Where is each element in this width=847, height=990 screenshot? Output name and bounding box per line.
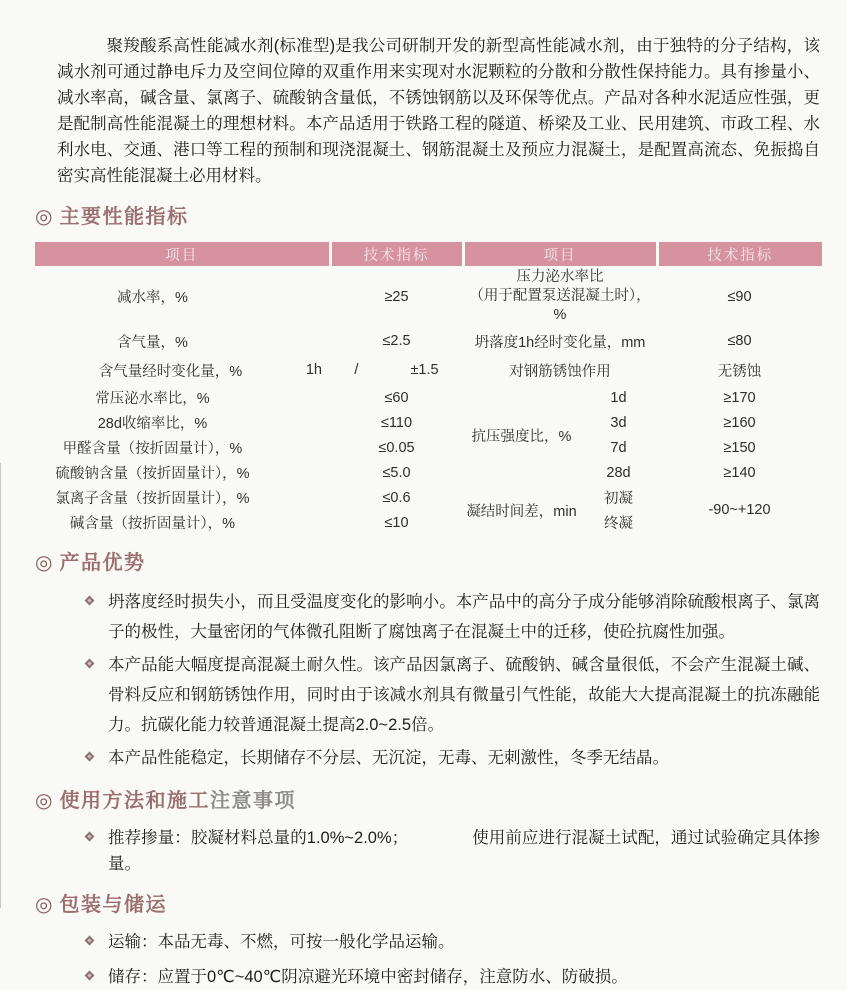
row-label-water-reduction: 减水率，% bbox=[117, 290, 188, 306]
scan-edge-line bbox=[0, 463, 1, 908]
performance-table bbox=[35, 242, 822, 535]
section-marker-icon: ◎ bbox=[35, 552, 53, 574]
row-value-air-content: ≤2.5 bbox=[382, 333, 411, 349]
transport-text: 运输：本品无毒、不燃，可按一般化学品运输。 bbox=[108, 933, 455, 951]
section-heading-usage bbox=[35, 788, 847, 815]
strength-age-1d: 1d bbox=[610, 389, 627, 406]
table-row bbox=[35, 460, 822, 485]
list-item bbox=[86, 743, 820, 773]
diamond-bullet-icon bbox=[85, 971, 95, 981]
storage-text: 储存：应置于0℃~40℃阴凉避光环境中密封储存，注意防水、防破损。 bbox=[108, 968, 628, 986]
strength-age-3d: 3d bbox=[610, 414, 627, 431]
usage-dosage: 推荐掺量：胶凝材料总量的1.0%~2.0%； bbox=[108, 829, 409, 847]
table-row bbox=[35, 266, 822, 327]
packaging-list bbox=[86, 929, 820, 990]
diamond-bullet-icon bbox=[85, 832, 95, 842]
row-value-alkali: ≤10 bbox=[384, 514, 409, 531]
air-change-slash: / bbox=[354, 362, 359, 378]
section-title-performance: 主要性能指标 bbox=[59, 206, 189, 228]
table-row bbox=[35, 485, 822, 510]
section-marker-icon: ◎ bbox=[35, 790, 53, 812]
table-row bbox=[35, 327, 822, 355]
setting-final: 终凝 bbox=[604, 516, 633, 532]
row-label-shrinkage: 28d收缩率比，% bbox=[97, 416, 208, 432]
row-label-rebar-corrosion: 对钢筋锈蚀作用 bbox=[509, 363, 611, 380]
col-header-item-left: 项目 bbox=[35, 242, 330, 266]
row-label-formaldehyde: 甲醛含量（按折固量计），% bbox=[62, 441, 243, 457]
row-value-air-change bbox=[330, 355, 463, 385]
col-header-item-right: 项目 bbox=[463, 242, 657, 266]
table-row bbox=[35, 410, 822, 435]
advantage-text-2: 本产品能大幅度提高混凝土耐久性。该产品因氯离子、硫酸钠、碱含量很低，不会产生混凝土碱、骨料反应和钢筋锈蚀作用，同时由于该减水剂具有微量引气性能，故能大大提高混凝土的抗冻融能力。抗碳化能力较普通混凝土提高2.0~2.5倍。 bbox=[108, 656, 820, 734]
table-row bbox=[35, 435, 822, 460]
section-marker-icon: ◎ bbox=[35, 894, 53, 916]
row-value-water-reduction: ≥25 bbox=[384, 288, 409, 305]
list-item bbox=[86, 825, 820, 877]
section-heading-performance bbox=[35, 204, 847, 231]
strength-value-3d: ≥160 bbox=[723, 414, 756, 431]
usage-text bbox=[108, 825, 820, 877]
row-label-air-content: 含气量，% bbox=[117, 334, 188, 351]
col-header-spec-left: 技术指标 bbox=[330, 242, 463, 266]
setting-initial: 初凝 bbox=[604, 491, 633, 507]
row-value-slump-change: ≤80 bbox=[727, 333, 752, 349]
group-label-setting-time: 凝结时间差，min bbox=[466, 503, 577, 520]
setting-value: -90~+120 bbox=[708, 502, 771, 518]
list-item bbox=[86, 587, 820, 647]
row-value-pressure-bleeding: ≤90 bbox=[727, 288, 752, 305]
row-value-formaldehyde: ≤0.05 bbox=[378, 439, 415, 456]
row-label-pressure-bleeding bbox=[463, 266, 657, 327]
table-header-row bbox=[35, 242, 822, 266]
row-label-chloride: 氯离子含量（按折固量计），% bbox=[55, 491, 250, 507]
air-change-value: ±1.5 bbox=[410, 362, 439, 378]
diamond-bullet-icon bbox=[85, 596, 95, 606]
row-label-sodium-sulfate: 硫酸钠含量（按折固量计），% bbox=[55, 466, 250, 482]
section-marker-icon: ◎ bbox=[35, 206, 53, 228]
section-title-packaging: 包装与储运 bbox=[59, 894, 167, 916]
row-value-chloride: ≤0.6 bbox=[382, 489, 411, 506]
table-row bbox=[35, 355, 822, 385]
section-heading-advantages bbox=[35, 550, 847, 577]
intro-paragraph: 聚羧酸系高性能减水剂(标准型)是我公司研制开发的新型高性能减水剂，由于独特的分子结构，该减水剂可通过静电斥力及空间位障的双重作用来实现对水泥颗粒的分散和分散性保持能力。具有掺量小、减水率高，碱含量、氯离子、硫酸钠含量低，不锈蚀钢筋以及环保等优点。产品对各种水泥适应性强，更是配制高性能混凝土的理想材料。本产品适用于铁路工程的隧道、桥梁及工业、民用建筑、市政工程、水利水电、交通、港口等工程的预制和现浇混凝土、钢筋混凝土及预应力混凝土，是配置高流态、免振捣自密实高性能混凝土必用材料。 bbox=[57, 37, 820, 185]
row-label-air-change bbox=[35, 355, 330, 385]
row-value-sodium-sulfate: ≤5.0 bbox=[382, 464, 411, 481]
strength-value-1d: ≥170 bbox=[723, 389, 756, 406]
section-title-usage-tail: 注意事项 bbox=[209, 790, 296, 812]
usage-list bbox=[86, 825, 820, 877]
air-change-time: 1h bbox=[305, 362, 322, 378]
row-value-rebar-corrosion: 无锈蚀 bbox=[717, 363, 762, 380]
diamond-bullet-icon bbox=[85, 752, 95, 762]
row-value-shrinkage: ≤110 bbox=[380, 414, 413, 431]
strength-value-28d: ≥140 bbox=[723, 464, 756, 481]
strength-value-7d: ≥150 bbox=[723, 439, 756, 456]
col-header-spec-right: 技术指标 bbox=[657, 242, 822, 266]
air-change-label: 含气量经时变化量，% bbox=[98, 363, 243, 380]
row-label-bleeding-ratio: 常压泌水率比，% bbox=[95, 391, 210, 407]
row-label-slump-change: 坍落度1h经时变化量，mm bbox=[474, 334, 646, 351]
diamond-bullet-icon bbox=[85, 659, 95, 669]
advantages-list bbox=[86, 587, 820, 773]
usage-trial-note: 使用前应进行混凝土试配，通过试验确定具体掺量。 bbox=[108, 829, 821, 873]
section-heading-packaging bbox=[35, 892, 847, 919]
group-label-compressive-strength: 抗压强度比，% bbox=[471, 428, 572, 445]
pressure-bleeding-line2: （用于配置泵送混凝土时），% bbox=[469, 288, 651, 323]
list-item bbox=[86, 929, 820, 955]
strength-age-7d: 7d bbox=[610, 439, 627, 456]
diamond-bullet-icon bbox=[85, 936, 95, 946]
list-item bbox=[86, 650, 820, 740]
row-value-bleeding-ratio: ≤60 bbox=[384, 389, 409, 406]
section-title-advantages: 产品优势 bbox=[59, 552, 146, 574]
row-label-alkali: 碱含量（按折固量计），% bbox=[69, 516, 236, 532]
strength-age-28d: 28d bbox=[606, 464, 631, 481]
section-title-usage: 使用方法和施工 bbox=[59, 790, 210, 812]
list-item bbox=[86, 964, 820, 990]
pressure-bleeding-line1: 压力泌水率比 bbox=[516, 269, 604, 285]
advantage-text-3: 本产品性能稳定，长期储存不分层、无沉淀，无毒、无刺激性，冬季无结晶。 bbox=[108, 749, 669, 767]
advantage-text-1: 坍落度经时损失小，而且受温度变化的影响小。本产品中的高分子成分能够消除硫酸根离子、氯离子的极性，大量密闭的气体微孔阻断了腐蚀离子在混凝土中的迁移，使砼抗腐性加强。 bbox=[108, 593, 820, 641]
table-row bbox=[35, 385, 822, 410]
